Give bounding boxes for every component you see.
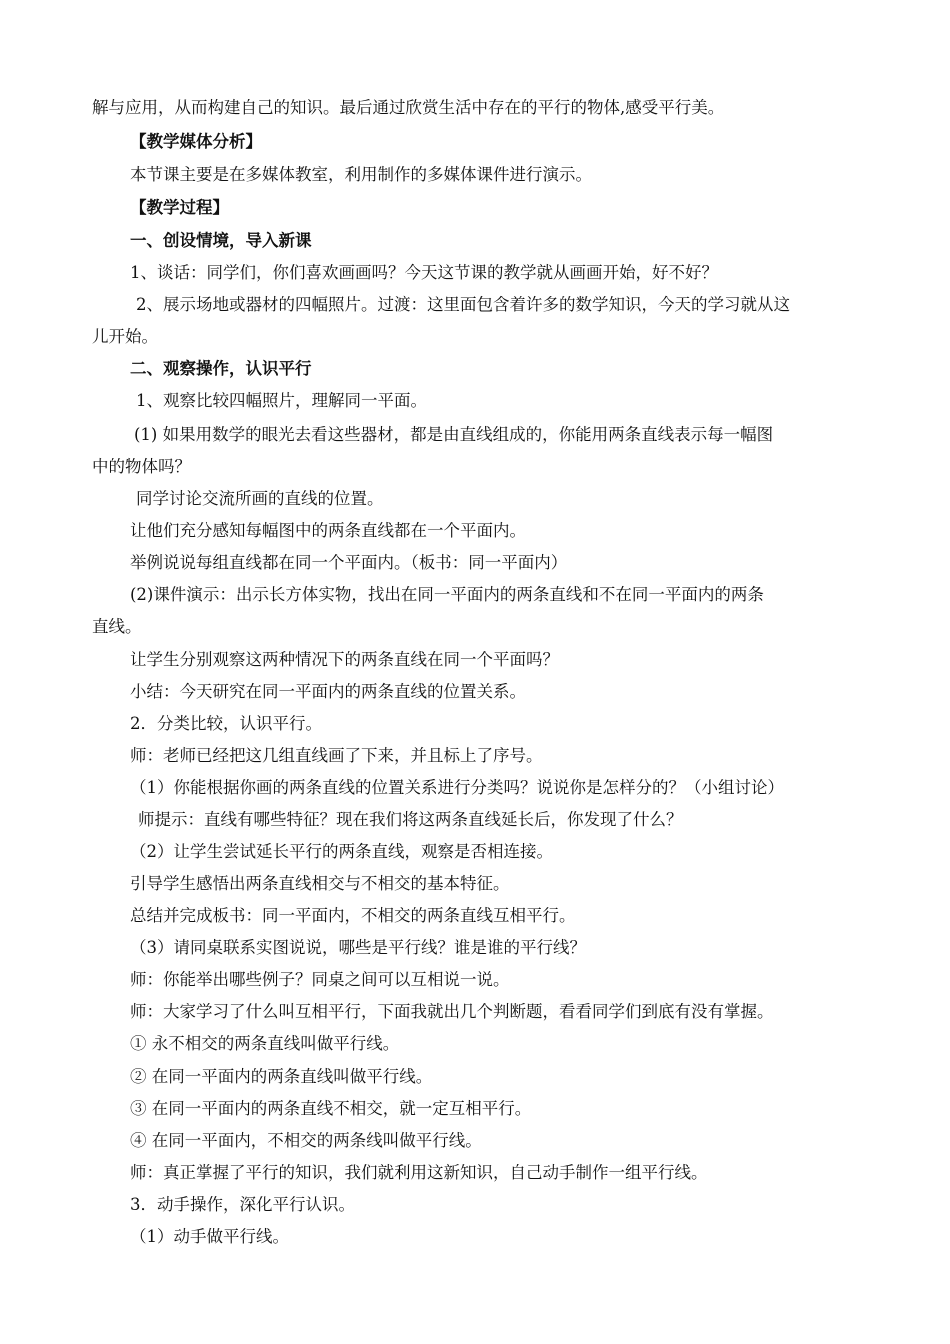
paragraph-line: （1）动手做平行线。 xyxy=(130,1227,289,1246)
paragraph-line: 师：大家学习了什么叫互相平行，下面我就出几个判断题，看看同学们到底有没有掌握。 xyxy=(130,1002,774,1021)
paragraph-line: 引导学生感悟出两条直线相交与不相交的基本特征。 xyxy=(130,874,510,893)
paragraph-line: 本节课主要是在多媒体教室，利用制作的多媒体课件进行演示。 xyxy=(130,165,592,184)
paragraph-line: （3）请同桌联系实图说说，哪些是平行线？谁是谁的平行线？ xyxy=(130,938,586,957)
paragraph-line: 举例说说每组直线都在同一个平面内。（板书：同一平面内） xyxy=(130,553,568,572)
heading-part-1: 一、创设情境，导入新课 xyxy=(130,231,312,250)
paragraph-line: 直线。 xyxy=(92,617,142,636)
section-heading-process: 【教学过程】 xyxy=(130,198,229,217)
paragraph-line: 3．动手操作，深化平行认识。 xyxy=(130,1195,355,1214)
paragraph-line: 总结并完成板书：同一平面内，不相交的两条直线互相平行。 xyxy=(130,906,576,925)
paragraph-line: (1) 如果用数学的眼光去看这些器材，都是由直线组成的，你能用两条直线表示每一幅图 xyxy=(134,425,774,444)
paragraph-line: 师：真正掌握了平行的知识，我们就利用这新知识，自己动手制作一组平行线。 xyxy=(130,1163,708,1182)
quiz-item: ① 永不相交的两条直线叫做平行线。 xyxy=(130,1034,400,1053)
heading-part-2: 二、观察操作，认识平行 xyxy=(130,359,312,378)
paragraph-line: 师：你能举出哪些例子？同桌之间可以互相说一说。 xyxy=(130,970,510,989)
paragraph-line: （2）让学生尝试延长平行的两条直线，观察是否相连接。 xyxy=(130,842,553,861)
paragraph-line: (2)课件演示：出示长方体实物，找出在同一平面内的两条直线和不在同一平面内的两条 xyxy=(130,585,764,604)
paragraph-line: 儿开始。 xyxy=(92,327,158,346)
paragraph-line: （1）你能根据你画的两条直线的位置关系进行分类吗？说说你是怎样分的？（小组讨论） xyxy=(130,778,784,797)
quiz-item: ④ 在同一平面内，不相交的两条线叫做平行线。 xyxy=(130,1131,482,1150)
paragraph-line: 1、观察比较四幅照片，理解同一平面。 xyxy=(136,391,427,410)
paragraph-line: 让学生分别观察这两种情况下的两条直线在同一个平面吗？ xyxy=(130,650,559,669)
paragraph-line: 2、展示场地或器材的四幅照片。过渡：这里面包含着许多的数学知识，今天的学习就从这 xyxy=(136,295,790,314)
paragraph-line: 解与应用，从而构建自己的知识。最后通过欣赏生活中存在的平行的物体,感受平行美。 xyxy=(92,98,725,117)
paragraph-line: 让他们充分感知每幅图中的两条直线都在一个平面内。 xyxy=(130,521,526,540)
paragraph-line: 同学讨论交流所画的直线的位置。 xyxy=(136,489,384,508)
section-heading-media: 【教学媒体分析】 xyxy=(130,132,262,151)
quiz-item: ③ 在同一平面内的两条直线不相交，就一定互相平行。 xyxy=(130,1099,532,1118)
paragraph-line: 师提示：直线有哪些特征？现在我们将这两条直线延长后，你发现了什么？ xyxy=(138,810,683,829)
paragraph-line: 2．分类比较，认识平行。 xyxy=(130,714,322,733)
quiz-item: ② 在同一平面内的两条直线叫做平行线。 xyxy=(130,1067,433,1086)
paragraph-line: 师：老师已经把这几组直线画了下来，并且标上了序号。 xyxy=(130,746,543,765)
paragraph-line: 小结：今天研究在同一平面内的两条直线的位置关系。 xyxy=(130,682,526,701)
paragraph-line: 中的物体吗？ xyxy=(92,457,191,476)
paragraph-line: 1、谈话：同学们，你们喜欢画画吗？今天这节课的教学就从画画开始，好不好？ xyxy=(130,263,718,282)
